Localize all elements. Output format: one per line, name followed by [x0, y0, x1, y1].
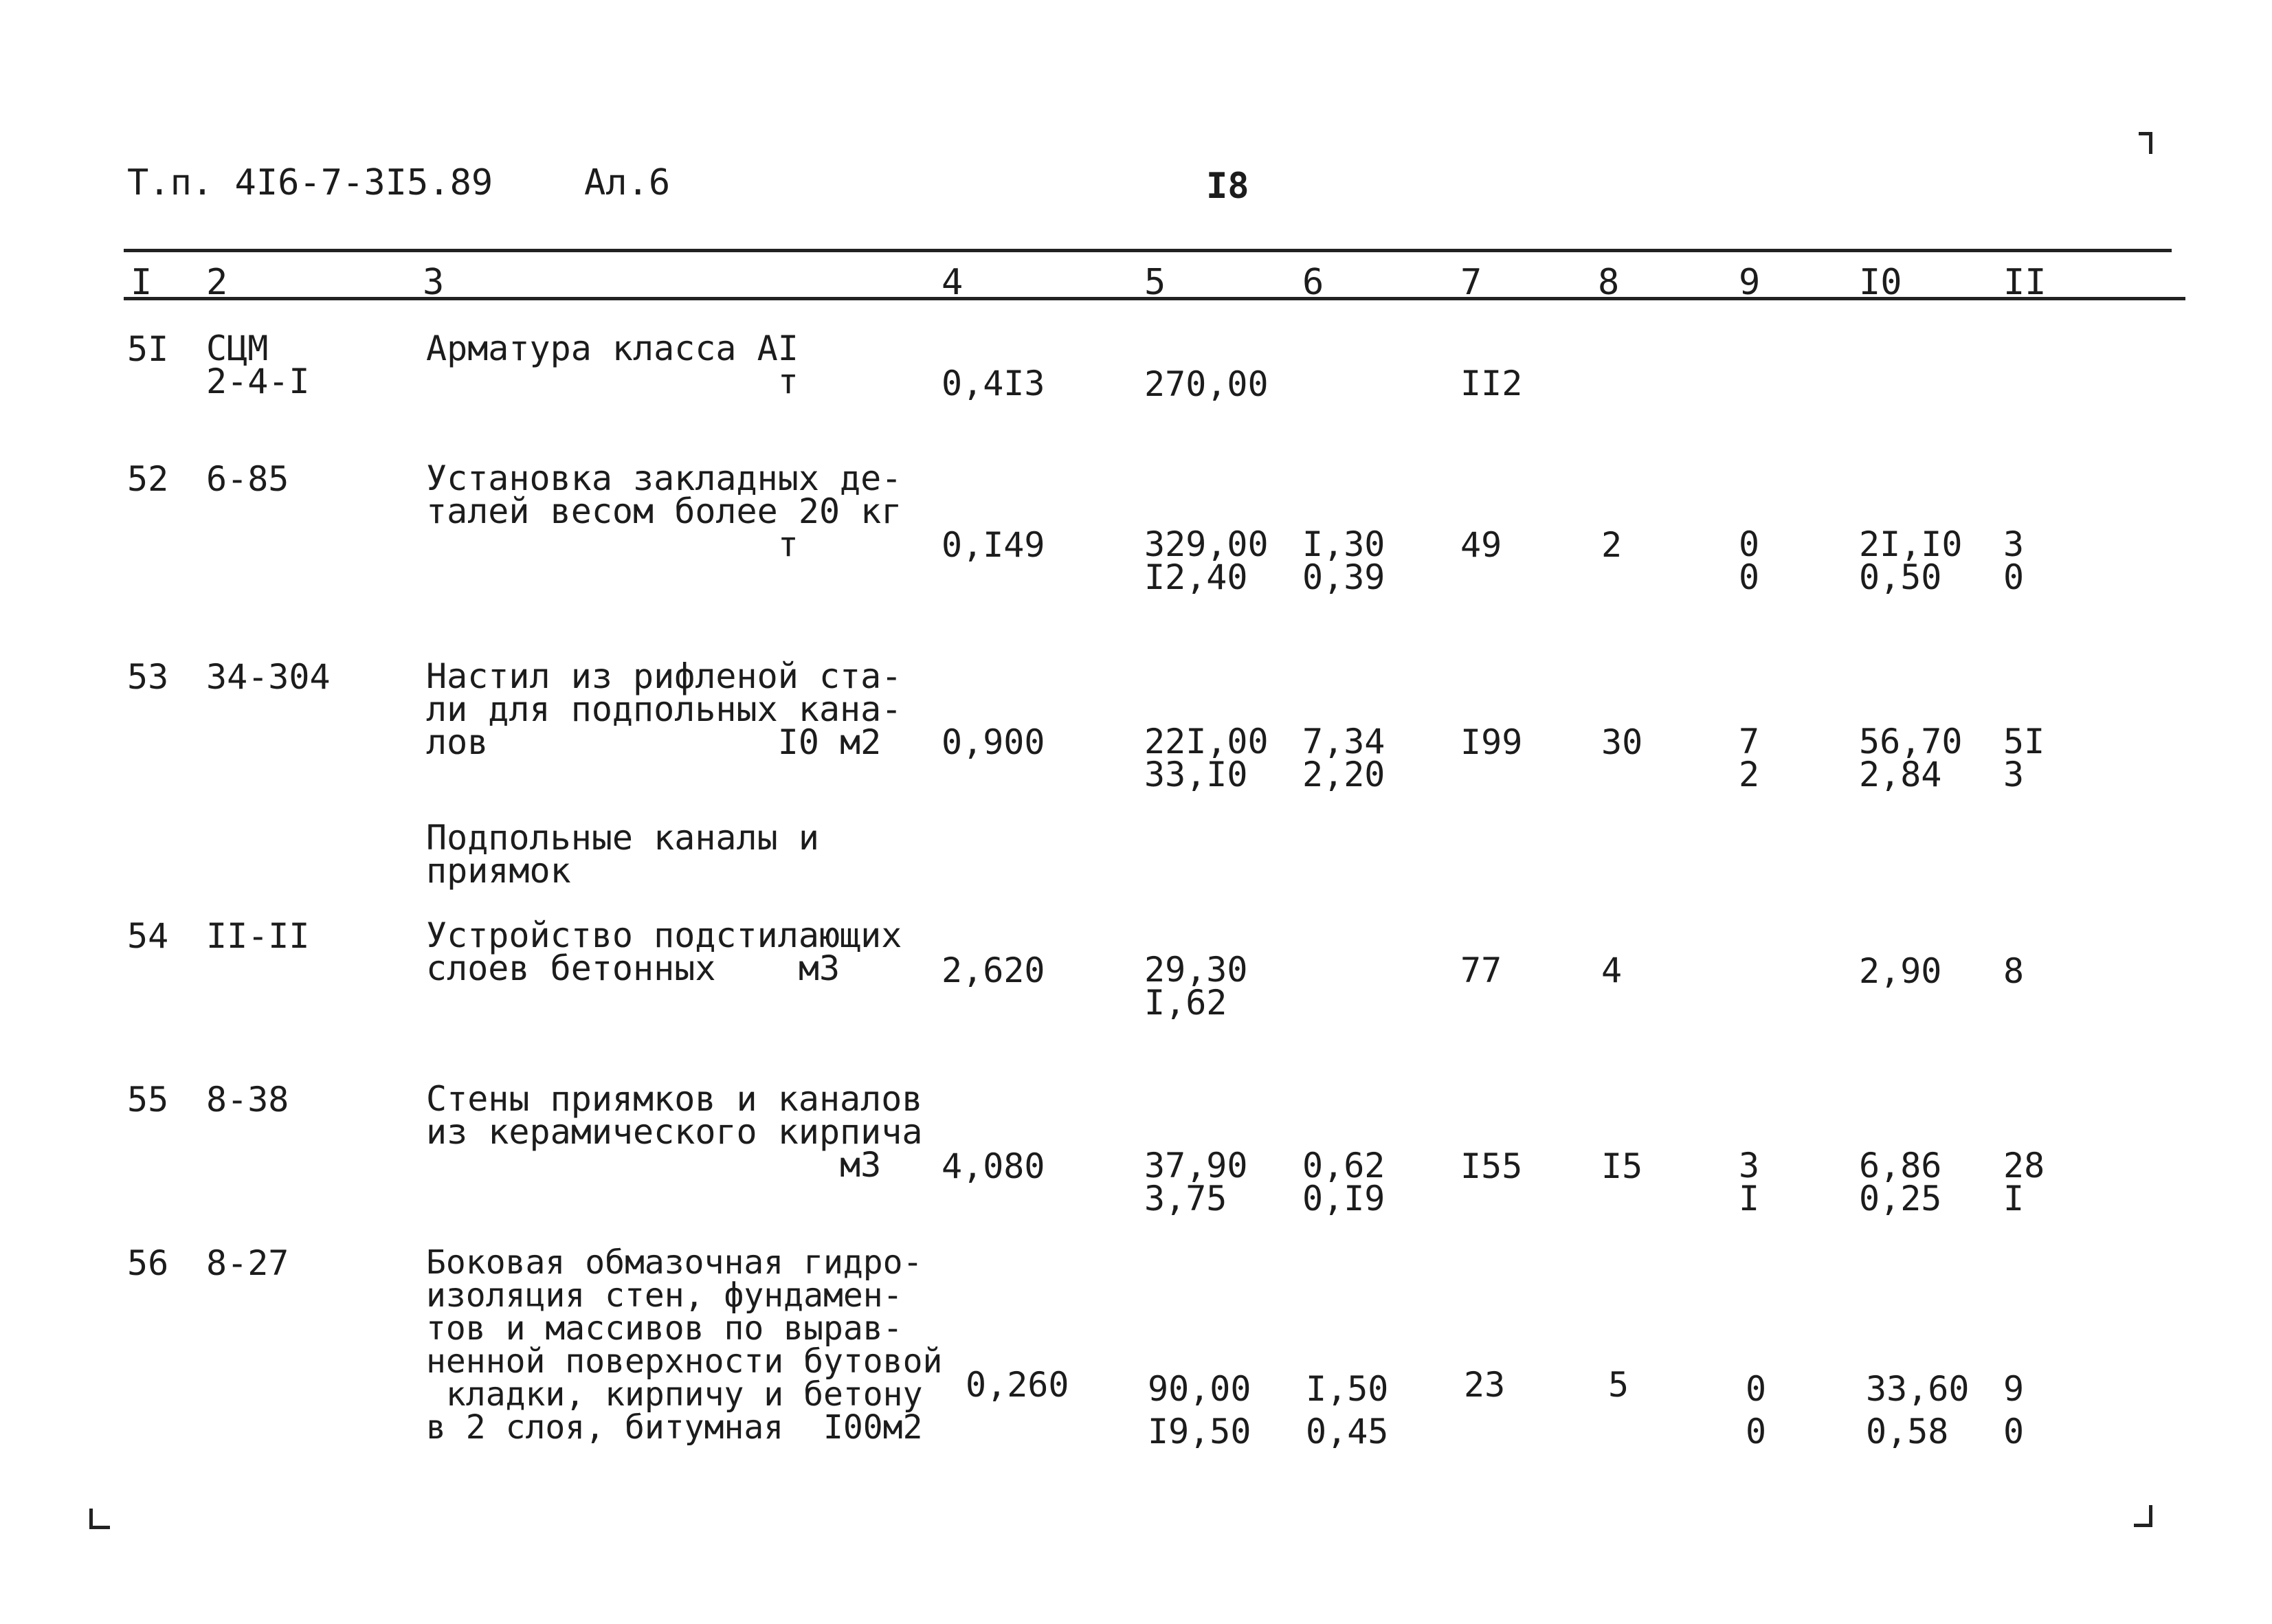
work-description: Боковая обмазочная гидро- изоляция стен, фундамен- тов и массивов по вырав- ненной поверхности бутовой кладки, кирпичу и бетону в 2 слоя, битумная I00м2 [426, 1243, 943, 1447]
row-number: 53 [127, 657, 169, 697]
col-5: 329,00 I2,40 [1144, 524, 1269, 597]
col-9: 0 0 [1739, 524, 1760, 597]
col-7: 49 [1460, 525, 1502, 565]
row-number: 56 [127, 1243, 169, 1283]
col-5: 37,90 3,75 [1144, 1146, 1248, 1219]
col-11: 3 0 [2003, 524, 2025, 597]
col-10: 2I,I0 0,50 [1859, 524, 1963, 597]
col-11: 9 0 [2003, 1369, 2025, 1451]
work-description: Настил из рифленой ста- ли для подпольных кана- лов I0 м2 [426, 656, 902, 762]
work-description: Установка закладных де- талей весом более 20 кг т [426, 458, 902, 564]
col-9: 7 2 [1739, 722, 1760, 794]
col-11: 28 I [2003, 1146, 2045, 1219]
col-9: 0 0 [1746, 1369, 1767, 1451]
col-10: 6,86 0,25 [1859, 1146, 1942, 1219]
col-10: 56,70 2,84 [1859, 722, 1963, 794]
table-top-rule [124, 249, 2172, 252]
row-number: 52 [127, 459, 169, 499]
col-8: 4 [1601, 950, 1623, 990]
col-7: I99 [1460, 722, 1523, 762]
col-7: 77 [1460, 950, 1502, 990]
column-number-11: II [2003, 262, 2047, 303]
work-description: Стены приямков и каналов из керамического кирпича м3 [426, 1079, 923, 1185]
col-6: 0,62 0,I9 [1302, 1146, 1385, 1219]
row-number: 55 [127, 1080, 169, 1120]
quantity: 0,900 [942, 722, 1045, 762]
column-number-1: I [131, 262, 153, 303]
quantity: 0,4I3 [942, 364, 1045, 403]
norm-code: 8-38 [206, 1080, 289, 1120]
col-9: 3 I [1739, 1146, 1760, 1219]
column-number-3: 3 [423, 262, 445, 303]
page-number: I8 [1206, 166, 1249, 207]
document-code: Т.п. 4I6-7-3I5.89 [127, 162, 493, 203]
section-heading: Подпольные каналы и приямок [426, 818, 819, 891]
norm-code: 8-27 [206, 1243, 289, 1283]
row-number: 54 [127, 916, 169, 956]
col-11: 8 [2003, 951, 2025, 991]
column-number-4: 4 [942, 262, 964, 303]
col-6: I,50 0,45 [1306, 1369, 1389, 1451]
col-6: 7,34 2,20 [1302, 722, 1385, 794]
col-8: 5 [1608, 1365, 1629, 1405]
quantity: 4,080 [942, 1146, 1045, 1186]
col-5: 29,30 I,62 [1144, 950, 1248, 1023]
work-description: Арматура класса AI т [426, 329, 799, 401]
column-number-10: I0 [1859, 262, 1902, 303]
norm-code: 34-304 [206, 657, 331, 697]
column-number-9: 9 [1739, 262, 1761, 303]
col-11: 5I 3 [2003, 722, 2045, 794]
album-number: Ал.6 [584, 162, 671, 203]
col-7: I55 [1460, 1146, 1523, 1186]
corner-mark-bottom-left-h [89, 1526, 110, 1529]
col-5: 22I,00 33,I0 [1144, 722, 1269, 794]
quantity: 2,620 [942, 950, 1045, 990]
column-number-6: 6 [1302, 262, 1324, 303]
corner-mark-top-right-v [2149, 132, 2152, 154]
work-description: Устройство подстилающих слоев бетонных м3 [426, 915, 902, 988]
row-number: 5I [127, 329, 169, 369]
col-6: I,30 0,39 [1302, 524, 1385, 597]
col-5: 90,00 I9,50 [1148, 1369, 1251, 1451]
quantity: 0,260 [966, 1365, 1069, 1405]
col-7: 23 [1464, 1365, 1506, 1405]
norm-code: 6-85 [206, 459, 289, 499]
quantity: 0,I49 [942, 525, 1045, 565]
col-8: I5 [1601, 1146, 1643, 1186]
col-10: 33,60 0,58 [1866, 1369, 1970, 1451]
column-number-7: 7 [1460, 262, 1482, 303]
col-7: II2 [1460, 364, 1523, 403]
column-number-2: 2 [206, 262, 228, 303]
column-number-5: 5 [1144, 262, 1166, 303]
col-8: 2 [1601, 525, 1623, 565]
corner-mark-bottom-right-h [2134, 1524, 2152, 1527]
norm-code: СЦМ 2-4-I [206, 329, 310, 401]
col-8: 30 [1601, 722, 1643, 762]
column-number-8: 8 [1598, 262, 1620, 303]
col-5: 270,00 [1144, 364, 1269, 404]
norm-code: II-II [206, 916, 310, 956]
col-10: 2,90 [1859, 951, 1942, 991]
